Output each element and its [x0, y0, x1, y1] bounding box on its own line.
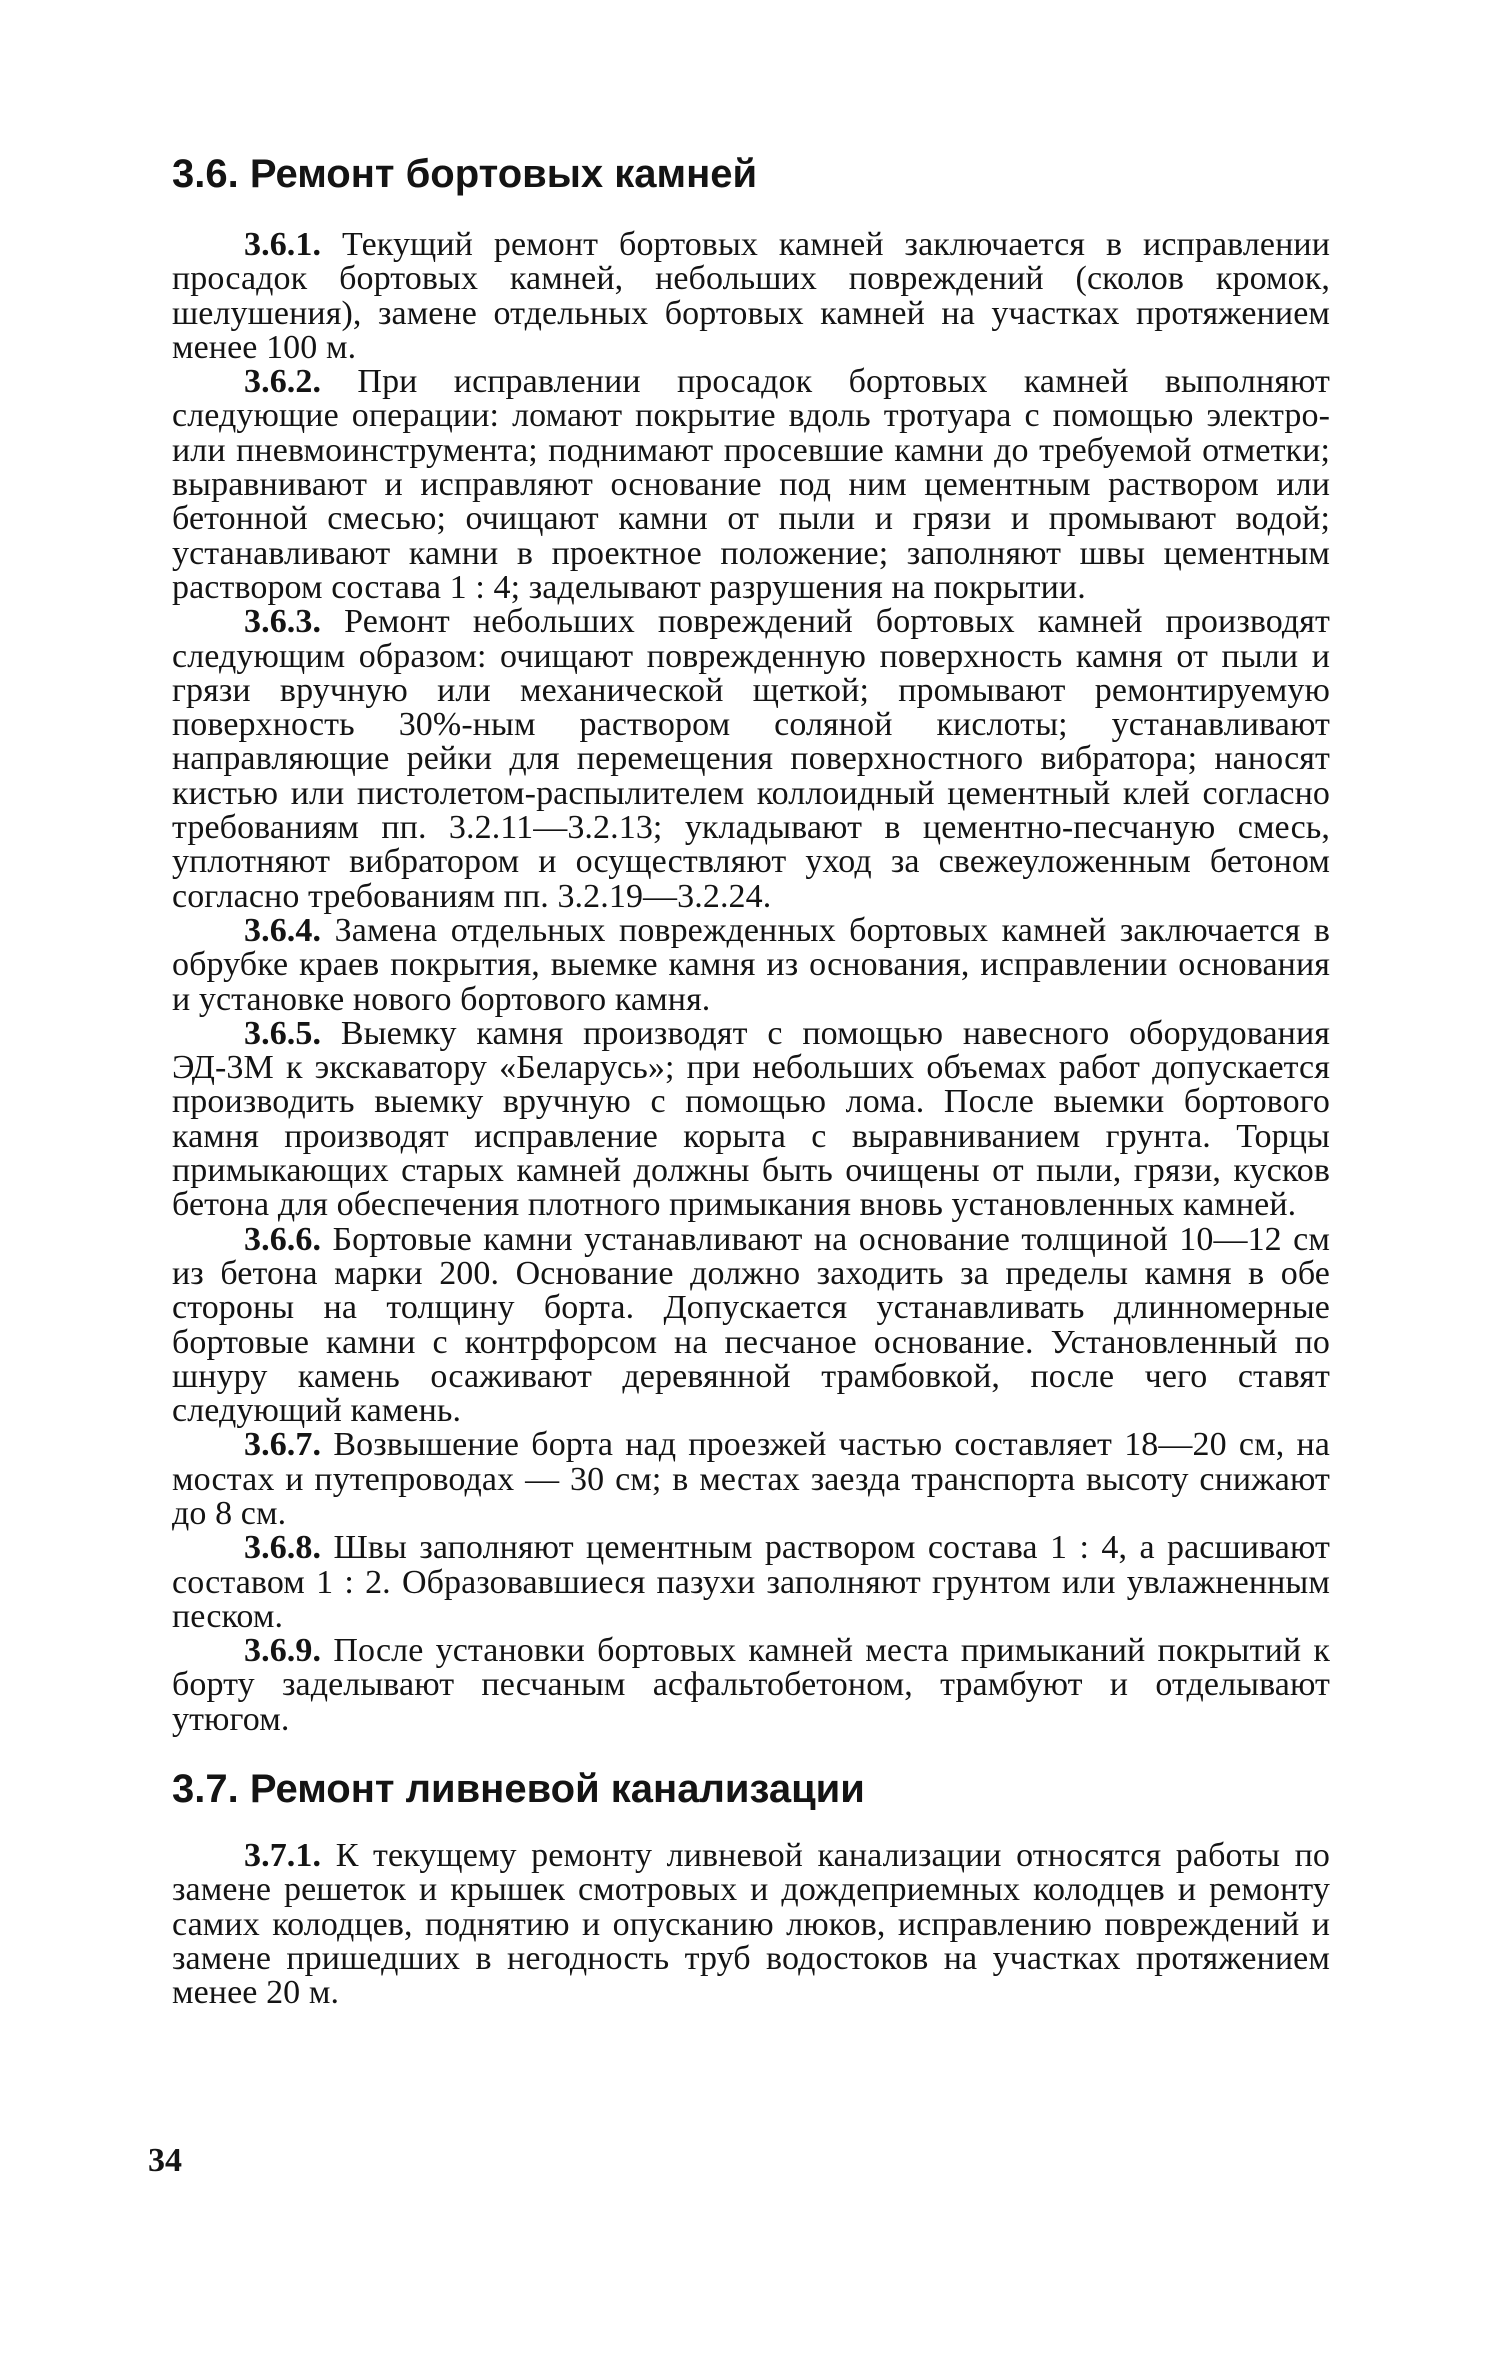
paragraph [172, 1014, 1331, 1224]
paragraph [172, 1839, 1330, 2010]
paragraph-number: 3.6.1. [244, 226, 322, 263]
paragraph-number: 3.6.2. [244, 363, 322, 401]
paragraph-number: 3.6.9. [244, 1632, 322, 1670]
section-heading: 3.7. Ремонт ливневой канализации [172, 1767, 865, 1812]
paragraph-number: 3.6.6. [244, 1220, 322, 1258]
paragraph [172, 605, 1330, 914]
paragraph-text: Замена отдельных поврежденных бортовых камней заключается в обрубке краев покрытия, выемке камня из основания, исправлении основания и установке нового бортового камня. [172, 911, 1330, 1018]
paragraph-number: 3.6.8. [244, 1529, 322, 1567]
paragraph-number: 3.6.4. [244, 911, 322, 949]
paragraph [172, 1428, 1330, 1531]
paragraph-number: 3.6.3. [244, 603, 322, 641]
paragraph-number: 3.6.7. [244, 1426, 322, 1464]
paragraph-text: Возвышение борта над проезжей частью составляет 18—20 см, на мостах и путепроводах — 30 см; в местах заезда транспорта высоту снижают до 8 см. [172, 1426, 1331, 1532]
page-number: 34 [148, 2142, 182, 2179]
paragraph-text: Швы заполняют цементным раствором состава 1 : 4, а расшивают составом 1 : 2. Образовавшиеся пазухи заполняют грунтом или увлажненным песком. [172, 1529, 1330, 1635]
paragraph-text: К текущему ремонту ливневой канализации относятся работы по замене решеток и крышек смотровых и дождеприемных колодцев и ремонту самих колодцев, поднятию и опусканию люков, исправлению повреждений и замене пришедших в негодность труб водостоков на участках протяжением менее 20 м. [172, 1837, 1330, 2012]
paragraph [172, 365, 1330, 605]
paragraph-text: При исправлении просадок бортовых камней выполняют следующие операции: ломают покрытие вдоль тротуара с помощью электро- или пневмоинструмента; поднимают просевшие камни до требуемой отметки; выравнивают и исправляют основание под ним цементным раствором или бетонной смесью; очищают камни от пыли и грязи и промывают водой; устанавливают камни в проектное положение; заполняют швы цементным раствором состава 1 : 4; заделывают разрушения на покрытии. [172, 363, 1330, 606]
paragraph [172, 911, 1330, 1018]
paragraph-text: После установки бортовых камней места примыканий покрытий к борту заделывают песчаным асфальтобетоном, трамбуют и отделывают утюгом. [172, 1632, 1330, 1738]
paragraph-number: 3.7.1. [244, 1837, 322, 1875]
paragraph [172, 1531, 1330, 1634]
paragraph [172, 1634, 1330, 1737]
paragraph-text: Ремонт небольших повреждений бортовых камней производят следующим образом: очищают поврежденную поверхность камня от пыли и грязи вручную или механической щеткой; промывают ремонтируемую поверхность 30%-ным раствором соляной кислоты; устанавливают направляющие рейки для перемещения поверхностного вибратора; наносят кистью или пистолетом-распылителем коллоидный цементный клей согласно требованиям пп. 3.2.11—3.2.13; укладывают в цементно-песчаную смесь, уплотняют вибратором и осуществляют уход за свежеуложенным бетоном согласно требованиям пп. 3.2.19—3.2.24. [172, 603, 1330, 915]
paragraph-text: Выемку камня производят с помощью навесного оборудования ЭД-3М к экскаватору «Беларусь»; при небольших объемах работ допускается производить выемку вручную с помощью лома. После выемки бортового камня производят исправление корыта с выравниванием грунта. Торцы примыкающих старых камней должны быть очищены от пыли, грязи, кусков бетона для обеспечения плотного примыкания вновь установленных камней. [172, 1014, 1331, 1224]
paragraph-text: Текущий ремонт бортовых камней заключается в исправлении просадок бортовых камней, небольших повреждений (сколов кромок, шелушения), замене отдельных бортовых камней на участках протяжением менее 100 м. [172, 226, 1330, 366]
section-heading: 3.6. Ремонт бортовых камней [172, 152, 758, 196]
paragraph-number: 3.6.5. [244, 1014, 322, 1052]
paragraph-text: Бортовые камни устанавливают на основание толщиной 10—12 см из бетона марки 200. Основание должно заходить за пределы камня в обе стороны на толщину борта. Допускается устанавливать длинномерные бортовые камни с контрфорсом на песчаное основание. Установленный по шнуру камень осаживают деревянной трамбовкой, после чего ставят следующий камень. [172, 1220, 1330, 1430]
paragraph [172, 228, 1330, 365]
paragraph [172, 1220, 1330, 1430]
